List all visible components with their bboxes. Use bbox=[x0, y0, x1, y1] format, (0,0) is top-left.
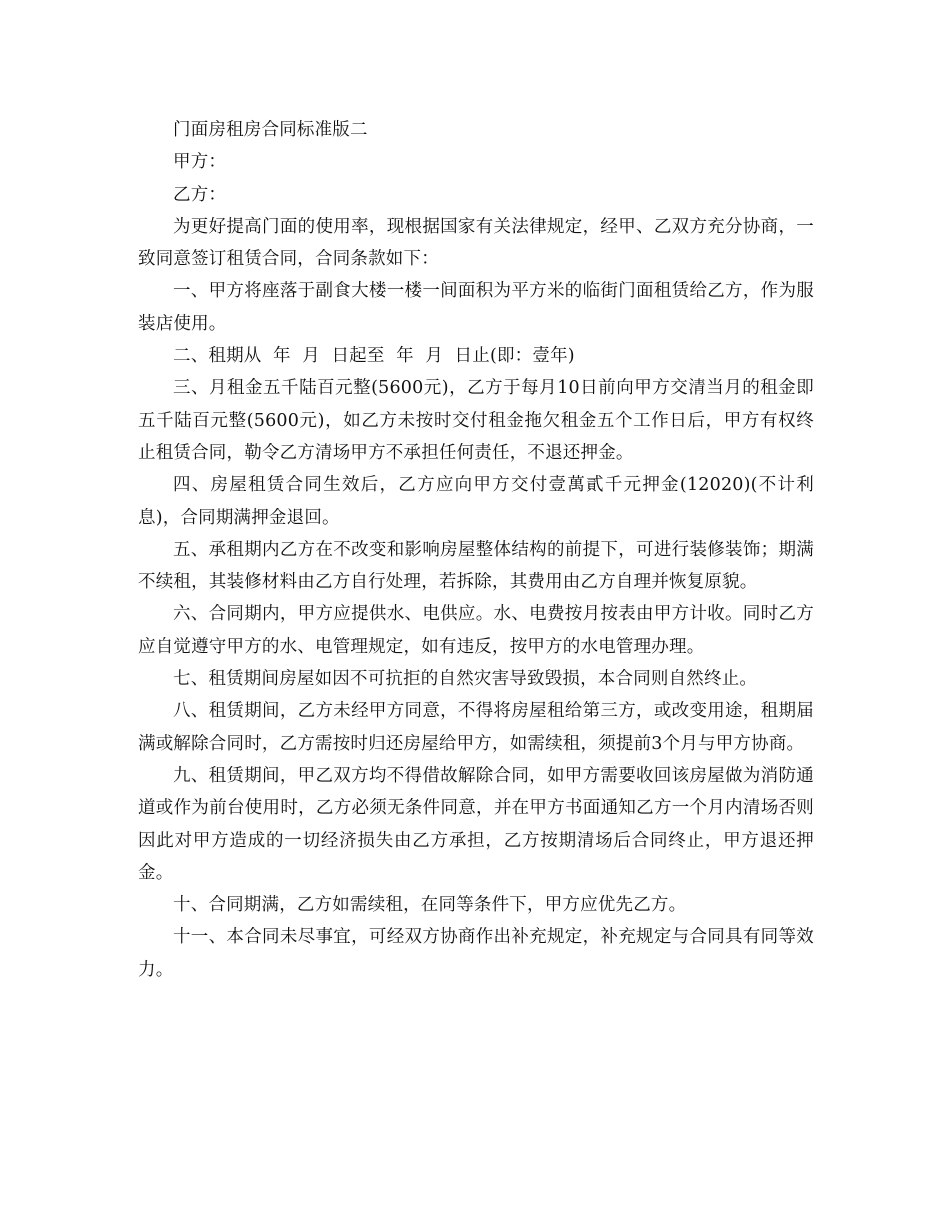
contract-document bbox=[138, 114, 814, 986]
clause-10: 十、合同期满，乙方如需续租，在同等条件下，甲方应优先乙方。 bbox=[173, 895, 687, 916]
party-a-line: 甲方： bbox=[173, 152, 227, 173]
intro-paragraph: 为更好提高门面的使用率，现根据国家有关法律规定，经甲、乙双方充分协商，一致同意签订租赁合同，合同条款如下： bbox=[138, 216, 814, 270]
clause-4: 四、房屋租赁合同生效后，乙方应向甲方交付壹萬貳千元押金(12020)(不计利息)，合同期满押金退回。 bbox=[138, 475, 814, 528]
document-title: 门面房租房合同标准版二 bbox=[173, 120, 368, 140]
clause-9: 九、租赁期间，甲乙双方均不得借故解除合同，如甲方需要收回该房屋做为消防通道或作为前台使用时，乙方必须无条件同意，并在甲方书面通知乙方一个月内清场否则因此对甲方造成的一切经济损失由乙方承担，乙方按期清场后合同终止，甲方退还押金。 bbox=[138, 765, 814, 883]
clause-1: 一、甲方将座落于副食大楼一楼一间面积为平方米的临街门面租赁给乙方，作为服装店使用。 bbox=[138, 281, 814, 334]
party-b-line: 乙方： bbox=[173, 184, 227, 205]
clause-7: 七、租赁期间房屋如因不可抗拒的自然灾害导致毁损，本合同则自然终止。 bbox=[173, 669, 758, 690]
clause-8: 八、租赁期间，乙方未经甲方同意，不得将房屋租给第三方，或改变用途，租期届满或解除合同时，乙方需按时归还房屋给甲方，如需续租，须提前3个月与甲方协商。 bbox=[138, 701, 814, 754]
clause-11: 十一、本合同未尽事宜，可经双方协商作出补充规定，补充规定与合同具有同等效力。 bbox=[138, 927, 814, 980]
clause-3: 三、月租金五千陆百元整(5600元)，乙方于每月10日前向甲方交清当月的租金即五千陆百元整(5600元)，如乙方未按时交付租金拖欠租金五个工作日后，甲方有权终止租赁合同，勒令乙方清场甲方不承担任何责任，不退还押金。 bbox=[138, 378, 814, 463]
clause-6: 六、合同期内，甲方应提供水、电供应。水、电费按月按表由甲方计收。同时乙方应自觉遵守甲方的水、电管理规定，如有违反，按甲方的水电管理办理。 bbox=[138, 604, 814, 657]
clause-5: 五、承租期内乙方在不改变和影响房屋整体结构的前提下，可进行装修装饰；期满不续租，其装修材料由乙方自行处理，若拆除，其费用由乙方自理并恢复原貌。 bbox=[138, 539, 814, 593]
clause-2: 二、租期从 年 月 日起至 年 月 日止(即：壹年) bbox=[173, 346, 575, 367]
